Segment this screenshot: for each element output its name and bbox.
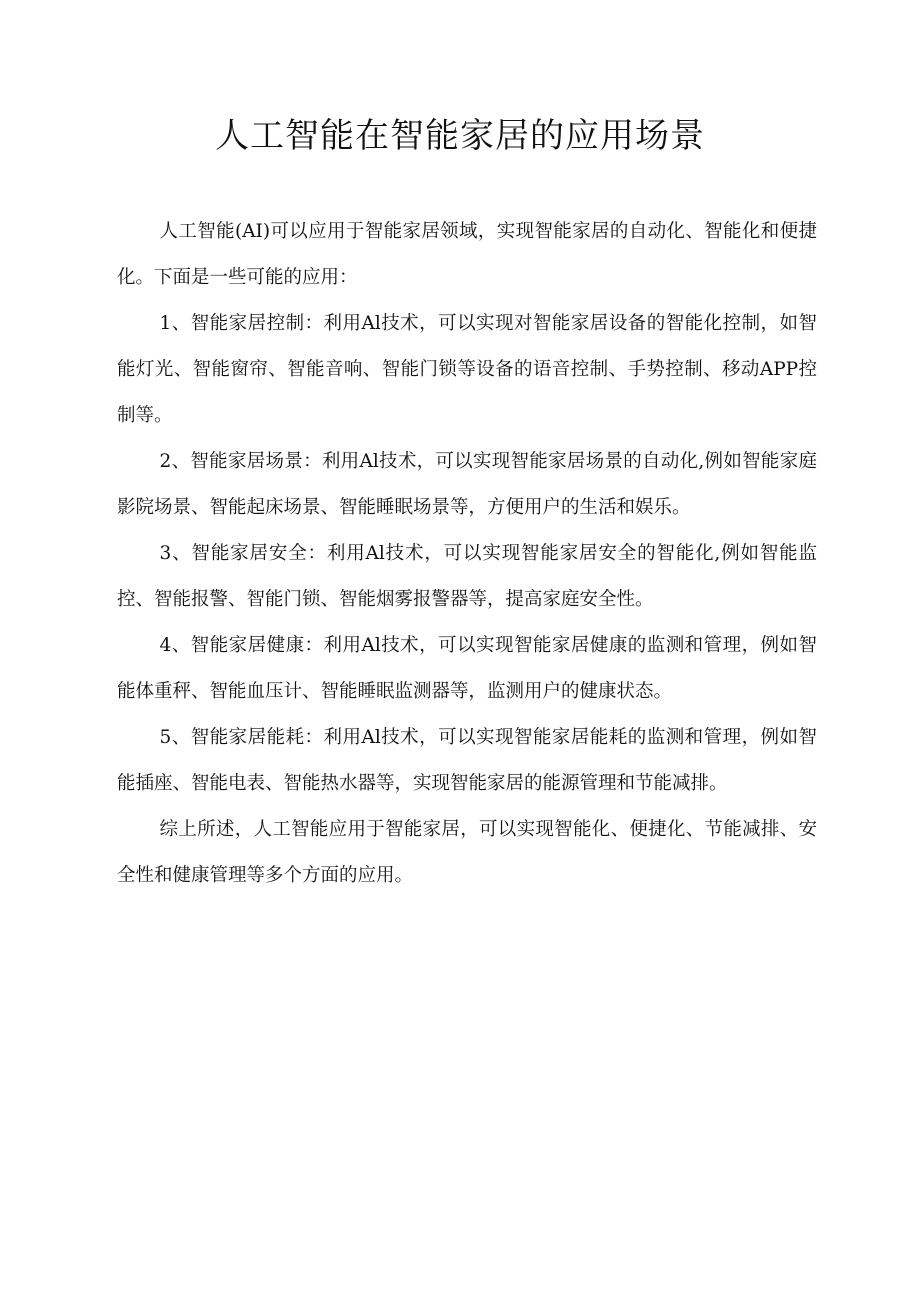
paragraph-scene: 2、智能家居场景：利用Al技术，可以实现智能家居场景的自动化,例如智能家庭影院场景、智能起床场景、智能睡眠场景等，方便用户的生活和娱乐。 xyxy=(117,451,817,518)
summary-paragraph: 综上所述，人工智能应用于智能家居，可以实现智能化、便捷化、节能减排、安全性和健康管理等多个方面的应用。 xyxy=(117,819,817,886)
document-body xyxy=(117,209,817,899)
document-title: 人工智能在智能家居的应用场景 xyxy=(215,116,705,156)
paragraph-health: 4、智能家居健康：利用Al技术，可以实现智能家居健康的监测和管理，例如智能体重秤、智能血压计、智能睡眠监测器等，监测用户的健康状态。 xyxy=(117,635,817,702)
paragraph-energy: 5、智能家居能耗：利用Al技术，可以实现智能家居能耗的监测和管理，例如智能插座、智能电表、智能热水器等，实现智能家居的能源管理和节能减排。 xyxy=(117,727,817,794)
paragraph-security: 3、智能家居安全：利用Al技术，可以实现智能家居安全的智能化,例如智能监控、智能报警、智能门锁、智能烟雾报警器等，提高家庭安全性。 xyxy=(117,543,817,610)
paragraph-control: 1、智能家居控制：利用Al技术，可以实现对智能家居设备的智能化控制，如智能灯光、智能窗帘、智能音响、智能门锁等设备的语音控制、手势控制、移动APP控制等。 xyxy=(117,313,817,426)
intro-paragraph: 人工智能(AI)可以应用于智能家居领域，实现智能家居的自动化、智能化和便捷化。下面是一些可能的应用： xyxy=(117,221,817,288)
